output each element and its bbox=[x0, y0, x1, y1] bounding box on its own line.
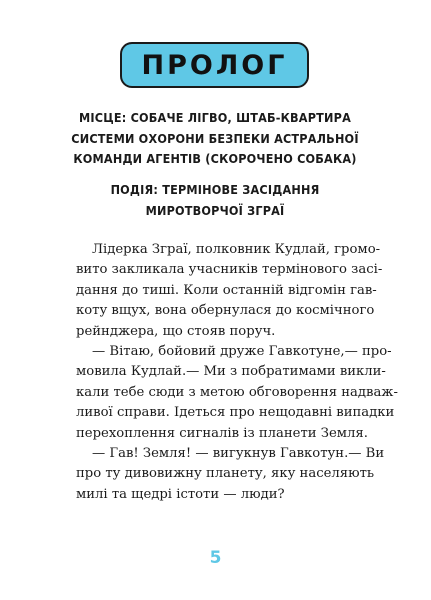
body-line: мовила Кудлай.— Ми з побратимами викли- bbox=[76, 364, 386, 380]
body-line: про ту дивовижну планету, яку населяють bbox=[76, 466, 375, 482]
chapter-title: ПРОЛОГ bbox=[141, 49, 288, 81]
setting-event bbox=[40, 180, 390, 221]
setting-event-line: МИРОТВОРЧОЇ ЗГРАЇ bbox=[145, 202, 285, 218]
setting-place-line: КОМАНДИ АГЕНТІВ (СКОРОЧЕНО СОБАКА) bbox=[73, 151, 357, 166]
body-line: ливої справи. Ідеться про нещодавні випадки bbox=[76, 405, 395, 421]
body-line: кали тебе сюди з метою обговорення надваж- bbox=[76, 384, 398, 400]
body-line: коту вщух, вона обернулася до космічного bbox=[76, 303, 375, 319]
body-line: — Вітаю, бойовий друже Гавкотуне,— про- bbox=[92, 344, 392, 360]
body-line: рейнджера, що стояв поруч. bbox=[76, 323, 276, 339]
page-number: 5 bbox=[209, 548, 222, 568]
body-line: — Гав! Земля! — вигукнув Гавкотун.— Ви bbox=[92, 446, 385, 462]
setting-place-line: МІСЦЕ: СОБАЧЕ ЛІГВО, ШТАБ-КВАРТИРА bbox=[79, 110, 351, 125]
setting-event-line: ПОДІЯ: ТЕРМІНОВЕ ЗАСІДАННЯ bbox=[110, 182, 320, 197]
body-line: вито закликала учасників термінового засі- bbox=[76, 262, 383, 278]
body-text bbox=[76, 240, 398, 505]
body-line: дання до тиші. Коли останній відгомін гав- bbox=[76, 282, 377, 298]
body-line: перехоплення сигналів із планети Земля. bbox=[76, 425, 368, 441]
setting-place-line: СИСТЕМИ ОХОРОНИ БЕЗПЕКИ АСТРАЛЬНОЇ bbox=[71, 130, 359, 146]
chapter-badge bbox=[120, 42, 309, 88]
setting-place bbox=[40, 108, 390, 170]
body-line: Лідерка Зграї, полковник Кудлай, громо- bbox=[92, 242, 381, 257]
body-line: милі та щедрі істоти — люди? bbox=[76, 486, 285, 502]
